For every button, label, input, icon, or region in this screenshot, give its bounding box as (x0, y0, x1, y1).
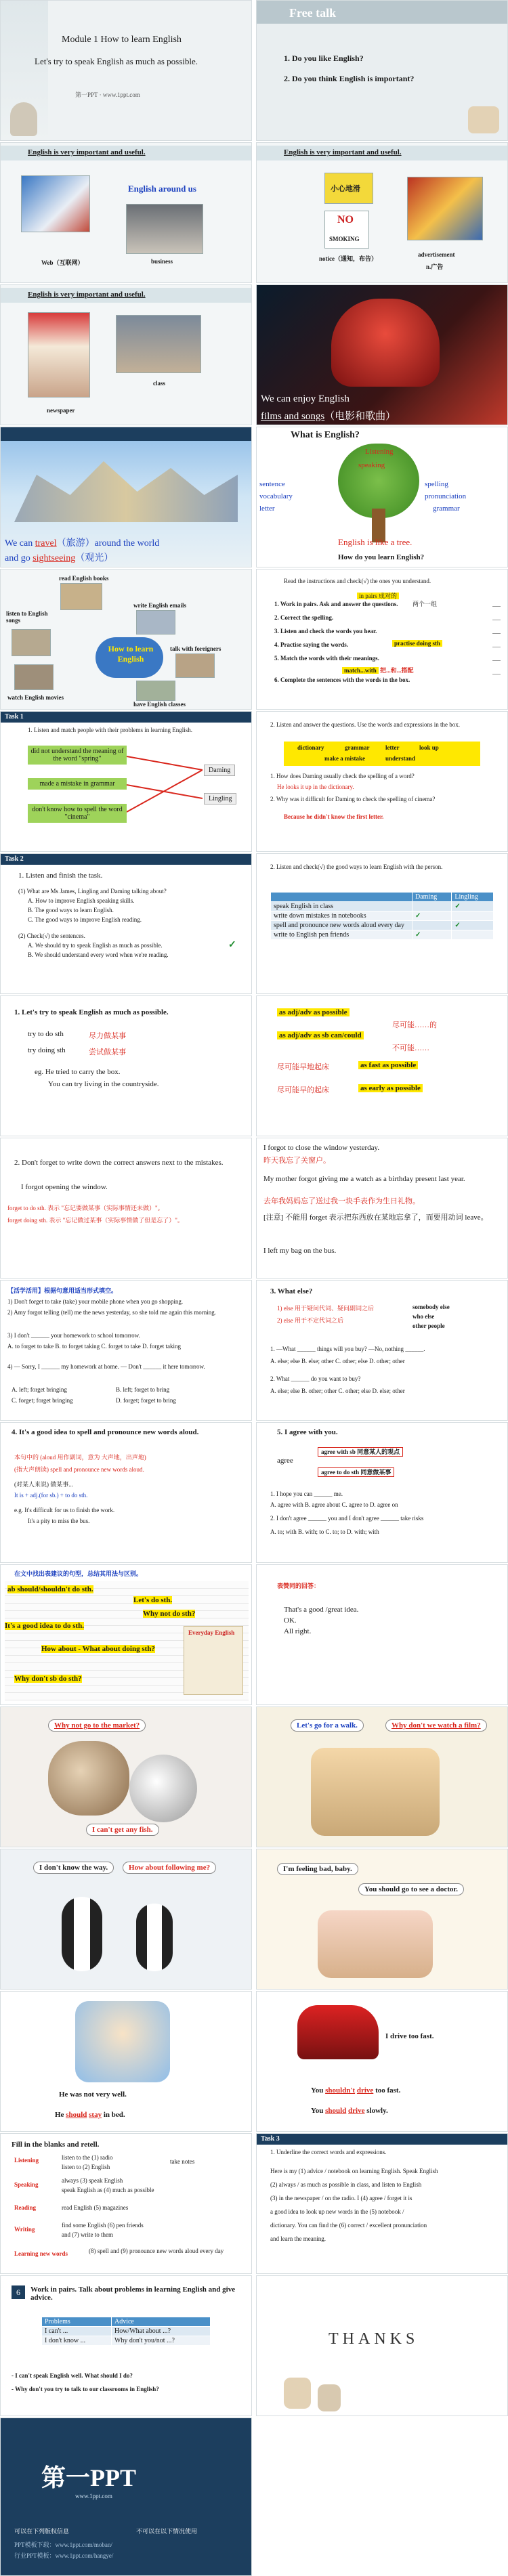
slide-penguins (0, 1849, 252, 1990)
footer-site: www.1ppt.com (75, 2493, 112, 2499)
cat-image (48, 1741, 129, 1816)
line-1: He was not very well. (59, 2090, 127, 2099)
forget-to-rule: forget to do sth. 表示 "忘记要做某事（实际事情还未做）"。 (7, 1205, 164, 1211)
slide-heading: 5. I agree with you. (277, 1428, 338, 1436)
instruction-text: 1. Listen and match people with their problems in learning English. (28, 727, 192, 733)
example-2: who else (412, 1313, 435, 1320)
writing-2: and (7) write to them (62, 2231, 113, 2238)
example-2: You can try living in the countryside. (48, 1080, 159, 1088)
slide-agreement-replies (256, 1564, 508, 1705)
instruction-4-note: practise doing sth (392, 640, 442, 647)
example-1-cn: 昨天我忘了关窗户。 (263, 1157, 331, 1165)
slide-heading: Work in pairs. Talk about problems in learning English and give advice. (30, 2285, 236, 2302)
ironman-image (331, 299, 440, 387)
slide-heading: 表赞同的回答： (277, 1583, 320, 1589)
travel-line-1: We can travel（旅游）around the world (5, 538, 160, 549)
speech-bubble-1: I'm feeling bad, baby. (277, 1863, 358, 1875)
practice-q3: 3) I don't ______ your homework to school tomorrow. (7, 1332, 140, 1339)
word-letter: letter (259, 505, 275, 513)
slide-heading: What is English? (291, 430, 360, 440)
classes-image (136, 681, 175, 701)
instruction-text: 1. Listen and finish the task. (18, 872, 103, 880)
slide-subtitle: Let's try to speak English as much as possible. (35, 56, 198, 66)
listen-label: listen to English songs (6, 610, 48, 624)
newspaper-image (28, 312, 90, 398)
practice-q2-options: A. else; else B. other; other C. other; else D. else; other (270, 1388, 405, 1394)
penguin-image-2 (136, 1904, 173, 1971)
footer-col-1: 可以在下列版权信息 (14, 2528, 70, 2535)
class-label: class (153, 380, 165, 387)
dialogue-2: - Why don't you try to talk to our classrooms in English? (12, 2386, 159, 2392)
slide-title (0, 0, 252, 141)
bunny-icon (468, 106, 499, 133)
listening-3: take notes (170, 2158, 195, 2165)
pattern-4: It's a good idea to do sth. (5, 1622, 85, 1630)
practice-q1: 1. —What ______ things will you buy? —No, nothing ______. (270, 1346, 425, 1352)
question-1: 1. How does Daming usually check the spelling of a word? (270, 773, 415, 779)
rule-line-1: 1. Let's try to speak English as much as possible. (14, 1008, 169, 1016)
films-line-2: films and songs（电影和歌曲） (261, 411, 396, 422)
sick-boy-image (75, 2001, 170, 2082)
practice-q1: 1) Don't forget to take (take) your mobile phone when you go shopping. (7, 1298, 184, 1305)
slide-good-idea (0, 1422, 252, 1563)
line-2: You shouldn't drive too fast. (311, 2086, 401, 2095)
rule-2-cn: 不可能…… (392, 1044, 429, 1052)
slide-notice (256, 142, 508, 283)
footer-link-1[interactable]: PPT模板下载：www.1ppt.com/moban/ (14, 2541, 112, 2548)
business-image (126, 204, 203, 254)
listening-1: listen to the (1) radio (62, 2154, 113, 2161)
slide-instructions (256, 569, 508, 710)
rule-1: 1) else 用于疑问代词、疑问副词之后 (277, 1305, 374, 1312)
option-b: B. left; forget to bring (116, 1386, 170, 1393)
slide-as-possible (256, 995, 508, 1136)
speech-bubble-1: I don't know the way. (33, 1862, 114, 1874)
slide-kids (256, 1706, 508, 1847)
business-label: business (151, 258, 173, 265)
example-3: as fast as possible (358, 1061, 418, 1069)
speaking-1: always (3) speak English (62, 2177, 123, 2184)
practice-q2: 2) Amy forgot telling (tell) me the news yesterday, so she told me again this morning. (7, 1309, 216, 1316)
slide-drive (256, 1991, 508, 2132)
slide-try-to-do (0, 995, 252, 1136)
rule-line-1: 2. Don't forget to write down the correct answers next to the mistakes. (14, 1159, 224, 1167)
passage-5: dictionary. You can find the (6) correct / excellent pronunciation (270, 2222, 427, 2229)
pattern-6: Why don't sb do sth? (14, 1675, 82, 1683)
instruction-text: 2. Listen and answer the questions. Use the words and expressions in the box. (270, 721, 460, 728)
passage-3: (3) in the newspaper / on the radio. I (4) agree / forget it is (270, 2195, 412, 2202)
travel-line-2: and go sightseeing（观光） (5, 553, 114, 563)
rule-1-cn: 尽可能……的 (392, 1021, 437, 1029)
slide-heading: Free talk (289, 6, 337, 20)
hint-2: 两个一组 (412, 601, 438, 607)
instruction-1: 1. Work in pairs. Ask and answer the questions. (274, 601, 398, 607)
thanks-text: THANKS (329, 2330, 419, 2348)
q2-option-a: A. We should try to speak English as much as possible. (28, 942, 163, 949)
option-c: C. forget; forget bringing (12, 1397, 73, 1404)
question-1: 1. Do you like English? (284, 53, 364, 63)
example-4-cn: 尽可能早的起床 (277, 1086, 329, 1094)
no-smoking-sign: NO SMOKING (324, 211, 369, 249)
speech-bubble-1: Why not go to the market? (48, 1719, 146, 1732)
question-2: 2. Why was it difficult for Daming to check the spelling of cinema? (270, 796, 436, 802)
slide-class-newspaper (0, 284, 252, 425)
example-1: somebody else (412, 1304, 450, 1310)
step-badge: 6 (12, 2285, 25, 2299)
practice-q3-options: A. to forget to take B. to forget taking C. forget to take D. forget taking (7, 1343, 182, 1350)
skill-new-words: Learning new words (14, 2250, 68, 2257)
speaking-2: speak English as (4) much as possible (62, 2187, 154, 2193)
pattern-5: How about - What about doing sth? (41, 1645, 155, 1653)
classes-label: have English classes (133, 701, 186, 708)
question-2: (2) Check(√) the sentences. (18, 932, 85, 939)
speech-bubble-2: How about following me? (123, 1862, 216, 1874)
slide-heading: 在文中找出表建议的句型，总结其用法与区别。 (14, 1570, 143, 1577)
slide-english-around-us (0, 142, 252, 283)
web-label: Web（互联网） (41, 259, 84, 266)
slide-practice-forget (0, 1280, 252, 1421)
footer-col-2: 不可以在以下情况使用 (136, 2528, 198, 2535)
rule-try-doing: try doing sth (28, 1046, 66, 1054)
newspaper-label: newspaper (47, 407, 75, 414)
slide-what-else (256, 1280, 508, 1421)
slide-question: How do you learn English? (338, 553, 425, 561)
checkbox-column[interactable] (492, 599, 501, 679)
speech-bubble-2: I can't get any fish. (86, 1824, 159, 1836)
slide-travel (0, 427, 252, 567)
web-image (21, 175, 90, 232)
footer-link-2[interactable]: 行业PPT模板：www.1ppt.com/hangye/ (14, 2552, 114, 2559)
practice-title: 【活学活用】根据句意用适当形式填空。 (7, 1287, 118, 1294)
wet-floor-sign: 小心地滑 (324, 173, 373, 204)
car-image (297, 2005, 379, 2059)
slide-good-ways (256, 853, 508, 994)
slide-task-2 (0, 853, 252, 994)
slide-agree (256, 1422, 508, 1563)
instruction-text: Read the instructions and check(√) the ones you understand. (284, 578, 431, 584)
movies-label: watch English movies (7, 694, 64, 701)
practice-q2-options: A. to; with B. with; to C. to; to D. with; with (270, 1528, 379, 1535)
tree-caption: English is like a tree. (338, 537, 412, 547)
mother-baby-image (318, 1910, 433, 1978)
q2-option-b: B. We should understand every word when we're reading. (28, 951, 169, 958)
slide-heading: English is very important and useful. (28, 148, 146, 156)
slide-heading: English is very important and useful. (28, 291, 146, 299)
new-words-1: (8) spell and (9) pronounce new words aloud every day (89, 2248, 224, 2254)
slide-fill-blanks (0, 2133, 252, 2274)
dialogue-1: - I can't speak English well. What should I do? (12, 2372, 133, 2379)
example-4: as early as possible (358, 1084, 423, 1092)
task-header: Task 3 (257, 2134, 507, 2145)
reply-3: All right. (284, 1627, 312, 1635)
instruction-2: 2. Correct the spelling. (274, 614, 334, 621)
talk-label: talk with foreigners (170, 645, 221, 652)
note-2: (指大声朗读) spell and pronounce new words aloud. (14, 1466, 144, 1473)
instruction-text: 2. Listen and check(√) the good ways to learn English with the person. (270, 863, 443, 870)
writing-1: find some English (6) pen friends (62, 2222, 144, 2229)
word-box: dictionary grammar letter look up make a mistake understand (284, 742, 480, 766)
landmarks-image (14, 454, 238, 522)
answer-2: Because he didn't know the first letter. (284, 813, 384, 820)
practice-q1: 1. I hope you can ______ me. (270, 1490, 343, 1497)
rule-2: as adj/adv as sb can/could (277, 1031, 364, 1039)
line-1: I drive too fast. (385, 2032, 434, 2040)
advertisement-image (407, 177, 483, 240)
rule-line-2: I forgot opening the window. (21, 1183, 108, 1191)
example-2: My mother forgot giving me a watch as a birthday present last year. (263, 1175, 465, 1183)
task-header: Task 1 (1, 712, 251, 723)
pattern-2: Let's do sth. (133, 1596, 173, 1604)
line-3: You should drive slowly. (311, 2107, 388, 2115)
bunny-icon (284, 2378, 311, 2409)
answer-1: He looks it up in the dictionary. (277, 783, 354, 790)
practice-q2: 2. What ______ do you want to buy? (270, 1375, 361, 1382)
reading-1: read English (5) magazines (62, 2204, 129, 2211)
slide-heading: Fill in the blanks and retell. (12, 2141, 100, 2149)
english-around-label: English around us (128, 184, 196, 194)
class-image (116, 315, 201, 373)
bunny-icon (318, 2384, 341, 2411)
skill-writing: Writing (14, 2226, 35, 2233)
example-3: other people (412, 1323, 445, 1329)
check-mark-icon: ✓ (228, 940, 236, 950)
example-2: It's a pity to miss the bus. (28, 1518, 90, 1524)
bunny-icon (10, 102, 37, 136)
example-2-cn: 去年我妈妈忘了送过我一块手表作为生日礼物。 (263, 1197, 420, 1205)
slide-how-to-learn (0, 569, 252, 710)
skill-reading: Reading (14, 2204, 37, 2211)
agree-with: agree with sb 同意某人的观点 (318, 1447, 403, 1456)
read-image (60, 583, 102, 610)
skill-speaking: Speaking (14, 2181, 39, 2188)
practice-q1-options: A. else; else B. else; other C. other; else D. other; other (270, 1358, 405, 1365)
footer-logo: 第一PPT (41, 2464, 136, 2491)
advert-label: advertisement (418, 251, 455, 258)
passage-6: and learn the meaning. (270, 2235, 326, 2242)
passage-2: (2) always / as much as possible in class, and listen to English (270, 2181, 422, 2188)
slide-task-1 (0, 711, 252, 852)
practice-q2: 2. I don't agree ______ you and I don't agree ______ take risks (270, 1515, 424, 1522)
q1-option-a: A. How to improve English speaking skills. (28, 897, 135, 904)
rule-try-to: try to do sth (28, 1030, 64, 1038)
slide-heading: 3. What else? (270, 1287, 313, 1295)
problem-2: made a mistake in grammar (28, 778, 127, 790)
slide-suggestions (0, 1564, 252, 1705)
instruction-3: 3. Listen and check the words you hear. (274, 628, 377, 635)
option-d: D. forget; forget to bring (116, 1397, 176, 1404)
slide-what-is-english (256, 427, 508, 567)
instruction-5: 5. Match the words with their meanings. (274, 655, 379, 662)
word-pronunciation: pronunciation (425, 492, 467, 500)
films-line-1: We can enjoy English (261, 393, 350, 404)
instruction-text: 1. Underline the correct words and expressions. (270, 2149, 387, 2155)
penguin-image (62, 1897, 102, 1971)
note-3: (对某人来说) 做某事... (14, 1481, 73, 1488)
slide-answer-questions (256, 711, 508, 852)
write-image (136, 610, 175, 635)
slide-forget (0, 1138, 252, 1279)
word-speaking: speaking (358, 461, 385, 469)
agree-label: agree (277, 1457, 293, 1465)
speech-bubble-1: Let's go for a walk. (291, 1719, 364, 1732)
example-3-cn: 尽可能早地起床 (277, 1063, 329, 1071)
reply-2: OK. (284, 1616, 297, 1625)
skill-listening: Listening (14, 2157, 39, 2164)
instruction-6: 6. Complete the sentences with the words in the box. (274, 677, 410, 683)
line-2: He should stay in bed. (55, 2111, 125, 2119)
note-1: 本句中的 (aloud 用作副词，意为 大声地，出声地) (14, 1454, 146, 1461)
pattern-1: ab should/shouldn't do sth. (7, 1585, 93, 1593)
listen-image (12, 629, 51, 656)
name-daming: Daming (204, 765, 235, 776)
talk-image (175, 653, 215, 678)
task-header: Task 2 (1, 854, 251, 865)
write-label: write English emails (133, 602, 186, 609)
notice-label: notice（通知，布告） (319, 255, 377, 262)
kids-image (311, 1748, 440, 1836)
header-bar (1, 427, 251, 441)
movies-image (14, 664, 54, 690)
slide-task-3 (256, 2133, 508, 2274)
slide-doctor (256, 1849, 508, 1990)
agree-to: agree to do sth 同意做某事 (318, 1467, 394, 1476)
name-lingling: Lingling (204, 793, 236, 804)
word-vocabulary: vocabulary (259, 492, 293, 500)
footer-slide (0, 2418, 252, 2576)
note-4: It is + adj.(for sb.) + to do sth. (14, 1492, 88, 1499)
word-sentence: sentence (259, 480, 285, 488)
slide-cats (0, 1706, 252, 1847)
word-grammar: grammar (433, 505, 460, 513)
slide-pair-work (0, 2275, 252, 2416)
rule-try-doing-cn: 尝试做某事 (89, 1048, 126, 1056)
practice-q1-options: A. agree with B. agree about C. agree to D. agree on (270, 1501, 398, 1508)
word-spelling: spelling (425, 480, 448, 488)
slide-heading: 4. It's a good idea to spell and pronounce new words aloud. (12, 1428, 199, 1436)
logo-text: 第一PPT · www.1ppt.com (75, 91, 140, 98)
listening-2: listen to (2) English (62, 2164, 110, 2170)
rule-try-to-cn: 尽力做某事 (89, 1032, 126, 1040)
slide-thanks (256, 2275, 508, 2416)
word-listening: Listening (365, 448, 394, 456)
example-1: I forgot to close the window yesterday. (263, 1144, 380, 1152)
rule-2: 2) else 用于不定代词之后 (277, 1317, 343, 1324)
slide-heading: English is very important and useful. (284, 148, 402, 156)
match-lines (127, 750, 203, 817)
everyday-english-panel: Everyday English (184, 1626, 243, 1695)
option-a: A. left; forget bringing (12, 1386, 67, 1393)
reply-1: That's a good /great idea. (284, 1606, 359, 1614)
problems-advice-table: Problems Advice I can't ... How/What about ...? I don't know ... Why don't you/not ...? (41, 2317, 211, 2346)
note-text: [注意] 不能用 forget 表示把东西放在某地忘拿了，而要用动词 leave。 (263, 1214, 488, 1222)
read-label: read English books (59, 575, 109, 582)
q1-option-b: B. The good ways to learn English. (28, 907, 114, 914)
passage-4: a good idea to look up new words in the (5) notebook / (270, 2208, 404, 2215)
hint-1: in pairs 成对的 (357, 591, 399, 600)
example-1: eg. He tried to carry the box. (35, 1068, 121, 1076)
center-label: How to learn English (108, 644, 154, 664)
slide-not-well (0, 1991, 252, 2132)
slide-title-text: Module 1 How to learn English (62, 35, 182, 45)
advert-cn-label: n.广告 (426, 263, 444, 270)
forget-doing-rule: forget doing sth. 表示 "忘记做过某事（实际事情做了但是忘了）"。 (7, 1217, 184, 1224)
passage-1: Here is my (1) advice / notebook on learning English. Speak English (270, 2168, 438, 2174)
good-ways-table: Daming Lingling speak English in class ✓ write down mistakes in notebooks ✓ spell and pronounce new words aloud every day ✓ write to English pen friends ✓ (270, 892, 494, 940)
question-2: 2. Do you think English is important? (284, 74, 415, 83)
slide-forget-examples (256, 1138, 508, 1279)
instruction-5-note: match...with 把...和...搭配 (342, 666, 414, 674)
slide-free-talk (256, 0, 508, 141)
question-1: (1) What are Ms James, Lingling and Daming talking about? (18, 888, 167, 895)
pattern-3: Why not do sth? (143, 1610, 196, 1618)
speech-bubble-2: You should go to see a doctor. (358, 1883, 464, 1895)
rule-1: as adj/adv as possible (277, 1008, 350, 1016)
problem-3: don't know how to spell the word "cinema" (28, 804, 127, 823)
practice-q4: 4) — Sorry, I ______ my homework at home. — Don't ______ it here tomorrow. (7, 1363, 205, 1370)
problem-1: did not understand the meaning of the word "spring" (28, 746, 127, 765)
example-1: e.g. It's difficult for us to finish the work. (14, 1507, 115, 1514)
instruction-4: 4. Practise saying the words. (274, 641, 348, 648)
cat-image-2 (129, 1755, 197, 1822)
q1-option-c: C. The good ways to improve English reading. (28, 916, 142, 923)
slide-films-songs (256, 284, 508, 425)
example-3: I left my bag on the bus. (263, 1247, 337, 1255)
speech-bubble-2: Why don't we watch a film? (385, 1719, 487, 1732)
